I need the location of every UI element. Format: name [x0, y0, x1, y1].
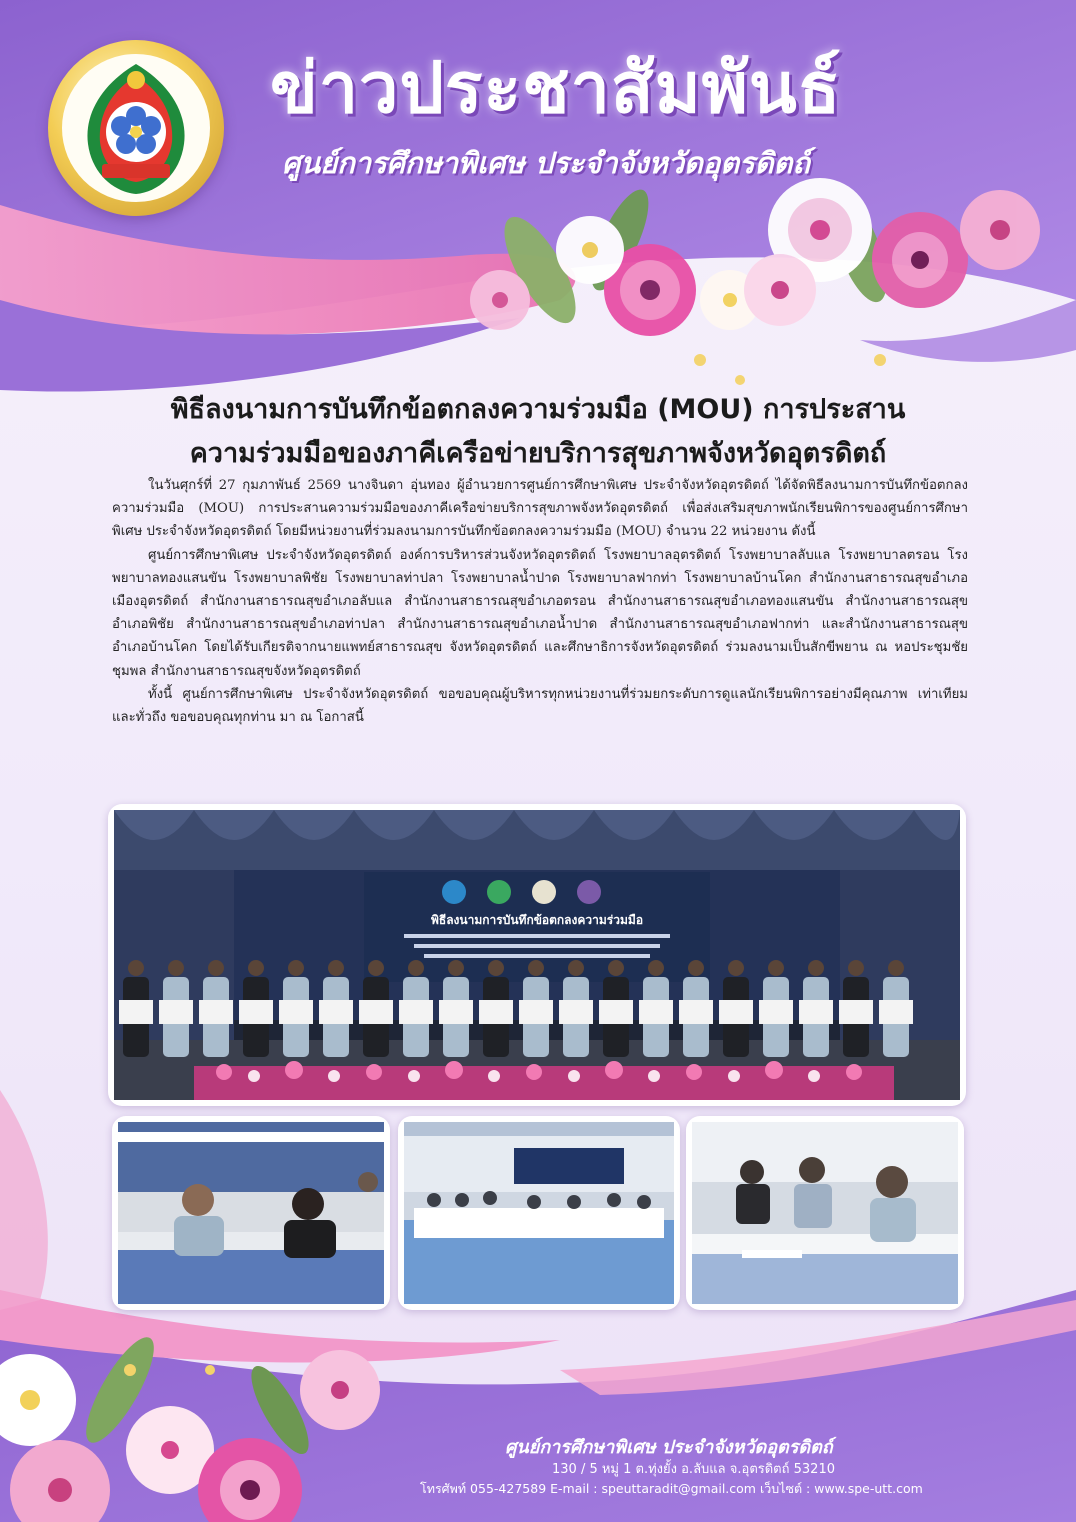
event-photo-table [686, 1116, 964, 1310]
article-headline [96, 388, 980, 476]
mou-document [719, 1000, 753, 1024]
person-head [128, 960, 144, 976]
person-head [248, 960, 264, 976]
officials-signing-image [118, 1122, 384, 1304]
mou-document [759, 1000, 793, 1024]
person-head [168, 960, 184, 976]
school-emblem [62, 54, 210, 202]
mou-document [599, 1000, 633, 1024]
person-head [408, 960, 424, 976]
footer-flower-decoration [0, 1330, 440, 1522]
person-head [448, 960, 464, 976]
person-head [848, 960, 864, 976]
header-flower-decoration [440, 160, 1060, 420]
mou-document [559, 1000, 593, 1024]
meeting-room-image [404, 1122, 674, 1304]
person-head [328, 960, 344, 976]
stage-banner-title: พิธีลงนามการบันทึกข้อตกลงความร่วมมือ [430, 913, 644, 927]
headline-line-1: พิธีลงนามการบันทึกข้อตกลงความร่วมมือ (MOU) การประสาน [170, 394, 906, 425]
person-head [888, 960, 904, 976]
person-head [288, 960, 304, 976]
person-head [648, 960, 664, 976]
person-head [568, 960, 584, 976]
person-head [528, 960, 544, 976]
ceremony-stage-image [114, 810, 960, 1100]
mou-document [239, 1000, 273, 1024]
mou-document [119, 1000, 153, 1024]
main-event-photo [108, 804, 966, 1106]
mou-document [359, 1000, 393, 1024]
masthead-subtitle: ศูนย์การศึกษาพิเศษ ประจำจังหวัดอุตรดิตถ์ [282, 146, 810, 180]
person-head [728, 960, 744, 976]
mou-document [519, 1000, 553, 1024]
headline-line-2: ความร่วมมือของภาคีเครือข่ายบริการสุขภาพจังหวัดอุตรดิตถ์ [189, 438, 887, 469]
mou-document [319, 1000, 353, 1024]
masthead-title: ข่าวประชาสัมพันธ์ [270, 47, 842, 129]
person-head [488, 960, 504, 976]
mou-document [199, 1000, 233, 1024]
event-photo-signing [112, 1116, 390, 1310]
mou-document [879, 1000, 913, 1024]
mou-document [799, 1000, 833, 1024]
person-head [368, 960, 384, 976]
footer-org-name: ศูนย์การศึกษาพิเศษ ประจำจังหวัดอุตรดิตถ์ [505, 1437, 833, 1458]
person-head [608, 960, 624, 976]
mou-document [159, 1000, 193, 1024]
mou-document [399, 1000, 433, 1024]
person-head [808, 960, 824, 976]
article-paragraph: ในวันศุกร์ที่ 27 กุมภาพันธ์ 2569 นางจินดา อุ่นทอง ผู้อำนวยการศูนย์การศึกษาพิเศษ ประจำจังหวัดอุตรดิตถ์ ได้จัดพิธีลงนามการบันทึกข้อตกลงความร่วมมือ (MOU) การประสานความร่วมมือของภาคีเครือข่ายบริการสุขภาพจังหวัดอุตรดิตถ์ เพื่อส่งเสริมสุขภาพนักเรียนพิการของศูนย์การศึกษาพิเศษ ประจำจังหวัดอุตรดิตถ์ โดยมีหน่วยงานที่ร่วมลงนามการบันทึกข้อตกลงความร่วมมือ (MOU) จำนวน 22 หน่วยงาน ดังนี้ [112, 478, 968, 540]
mou-document [439, 1000, 473, 1024]
participants-table-image [692, 1122, 958, 1304]
mou-document [639, 1000, 673, 1024]
mou-document [679, 1000, 713, 1024]
article-paragraph: ศูนย์การศึกษาพิเศษ ประจำจังหวัดอุตรดิตถ์ องค์การบริหารส่วนจังหวัดอุตรดิตถ์ โรงพยาบาลอุตรดิตถ์ โรงพยาบาลลับแล โรงพยาบาลตรอน โรงพยาบาลทองแสนขัน โรงพยาบาลพิชัย โรงพยาบาลท่าปลา โรงพยาบาลน้ำปาด โรงพยาบาลฟากท่า โรงพยาบาลบ้านโคก สำนักงานสาธารณสุขอำเภอเมืองอุตรดิตถ์ สำนักงานสาธารณสุขอำเภอลับแล สำนักงานสาธารณสุขอำเภอตรอน สำนักงานสาธารณสุขอำเภอทองแสนขัน สำนักงานสาธารณสุขอำเภอพิชัย สำนักงานสาธารณสุขอำเภอท่าปลา สำนักงานสาธารณสุขอำเภอน้ำปาด สำนักงานสาธารณสุขอำเภอฟากท่า และสำนักงานสาธารณสุขอำเภอบ้านโคก โดยได้รับเกียรติจากนายแพทย์สาธารณสุข จังหวัดอุตรดิตถ์ และศึกษาธิการจังหวัดอุตรดิตถ์ ร่วมลงนามเป็นสักขีพยาน ณ หอประชุมชัยชุมพล สำนักงานสาธารณสุขจังหวัดอุตรดิตถ์ [112, 547, 968, 679]
school-logo [48, 40, 224, 216]
event-photo-meeting [398, 1116, 680, 1310]
footer-contact-info: โทรศัพท์ 055-427589 E-mail : speuttaradit@gmail.com เว็บไซต์ : www.spe-utt.com [420, 1481, 923, 1496]
person-head [768, 960, 784, 976]
mou-document [839, 1000, 873, 1024]
person-head [208, 960, 224, 976]
person-head [688, 960, 704, 976]
article-body [112, 474, 968, 729]
mou-document [479, 1000, 513, 1024]
mou-document [279, 1000, 313, 1024]
footer-address: 130 / 5 หมู่ 1 ต.ทุ่งยั้ง อ.ลับแล จ.อุตรดิตถ์ 53210 [552, 1462, 835, 1477]
article-paragraph: ทั้งนี้ ศูนย์การศึกษาพิเศษ ประจำจังหวัดอุตรดิตถ์ ขอขอบคุณผู้บริหารทุกหน่วยงานที่ร่วมยกระดับการดูแลนักเรียนพิการอย่างมีคุณภาพ เท่าเทียม และทั่วถึง ขอขอบคุณทุกท่าน มา ณ โอกาสนี้ [112, 686, 968, 726]
